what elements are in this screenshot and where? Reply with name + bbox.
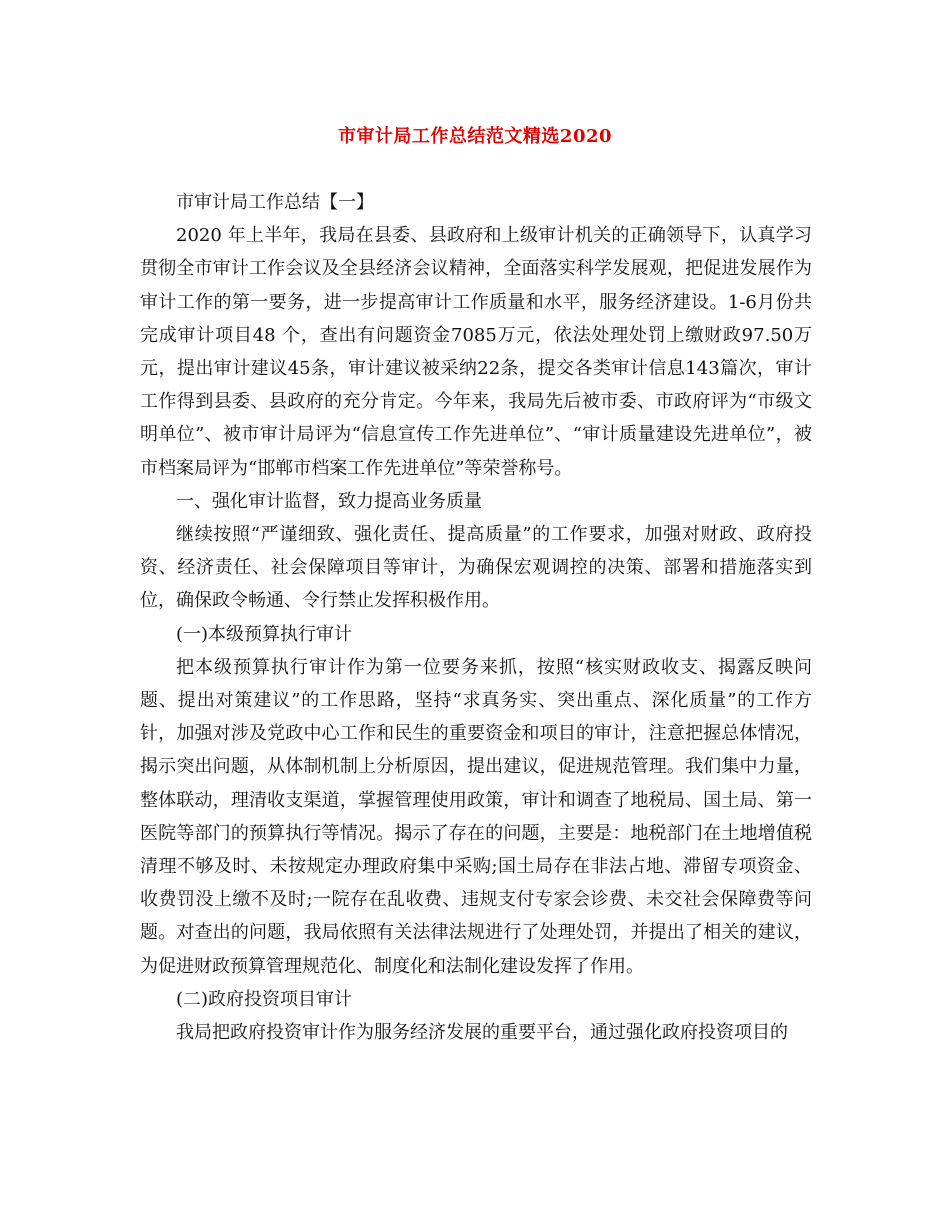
- section-heading: 一、强化审计监督，致力提高业务质量: [176, 490, 482, 512]
- section-heading: 市审计局工作总结【一】: [176, 192, 374, 213]
- subsection-heading: (一)本级预算执行审计: [176, 623, 353, 645]
- body-paragraph: 2020 年上半年，我局在县委、县政府和上级审计机关的正确领导下，认真学习贯彻全市审计工作会议及全县经济会议精神，全面落实科学发展观，把促进发展作为审计工作的第一要务，进一步提高审计工作质量和水平，服务经济建设。1-6月份共完成审计项目48 个，查出有问题资金7085万元，依法处理处罚上缴财政97.50万元，提出审计建议45条，审计建议被采纳22条，提交各类审计信息143篇次，审计工作得到县委、县政府的充分肯定。今年来，我局先后被市委、市政府评为“市级文明单位”、被市审计局评为“信息宣传工作先进单位”、“审计质量建设先进单位”，被市档案局评为“邯郸市档案工作先进单位”等荣誉称号。: [140, 225, 812, 479]
- body-paragraph: 继续按照“严谨细致、强化责任、提高质量”的工作要求，加强对财政、政府投资、经济责任、社会保障项目等审计，为确保宏观调控的决策、部署和措施落实到位，确保政令畅通、令行禁止发挥积极作用。: [140, 524, 812, 612]
- body-paragraph: 把本级预算执行审计作为第一位要务来抓，按照“核实财政收支、揭露反映问题、提出对策建议”的工作思路，坚持“求真务实、突出重点、深化质量”的工作方针，加强对涉及党政中心工作和民生的重要资金和项目的审计，注意把握总体情况，揭示突出问题，从体制机制上分析原因，提出建议，促进规范管理。我们集中力量，整体联动，理清收支渠道，掌握管理使用政策，审计和调查了地税局、国土局、第一医院等部门的预算执行等情况。揭示了存在的问题，主要是：地税部门在土地增值税清理不够及时、未按规定办理政府集中采购;国土局存在非法占地、滞留专项资金、收费罚没上缴不及时;一院存在乱收费、违规支付专家会诊费、未交社会保障费等问题。对查出的问题，我局依照有关法律法规进行了处理处罚，并提出了相关的建议，为促进财政预算管理规范化、制度化和法制化建设发挥了作用。: [140, 656, 812, 977]
- subsection-heading: (二)政府投资项目审计: [176, 988, 353, 1010]
- document-title: 市审计局工作总结范文精选2020: [337, 126, 613, 147]
- body-paragraph: 我局把政府投资审计作为服务经济发展的重要平台，通过强化政府投资项目的: [176, 1022, 788, 1044]
- document-body: [140, 186, 812, 1049]
